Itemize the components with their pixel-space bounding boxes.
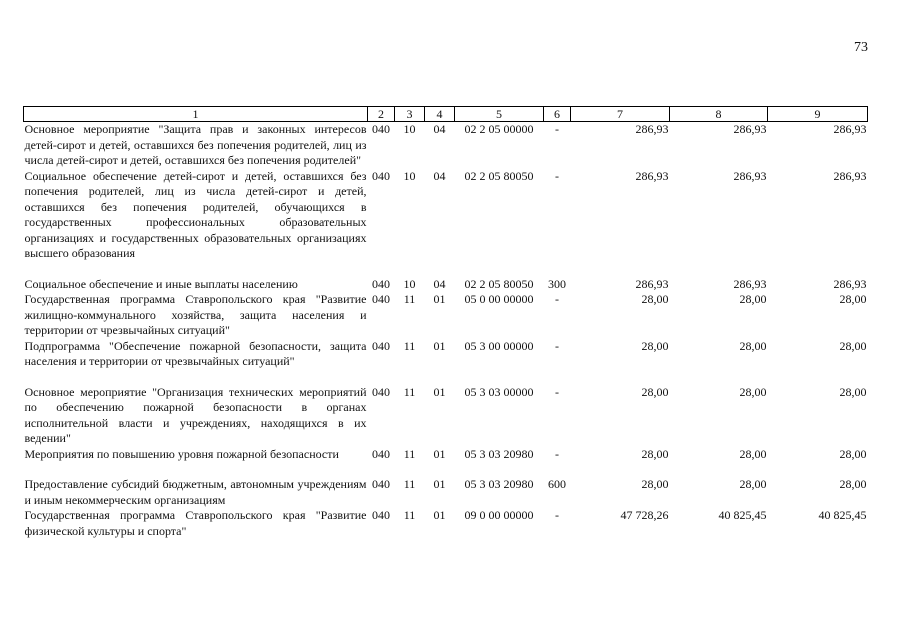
amount-col9: 286,93 (833, 122, 867, 136)
ved-code: 040 (372, 292, 390, 306)
amount-col9: 40 825,45 (818, 508, 867, 522)
amount-col8: 28,00 (739, 477, 767, 491)
row-name: Мероприятия по повышению уровня пожарной безопасности (24, 446, 339, 461)
row-name: Основное мероприятие "Организация технических мероприятий по обеспечению пожарной безопасности в органах исполнительной власти и учреждениях, находящихся в их ведении" (24, 384, 367, 445)
row-name: Социальное обеспечение и иные выплаты населению (24, 276, 298, 291)
table-row (24, 477, 868, 508)
column-header: 9 (768, 107, 868, 122)
section-code: 11 (403, 446, 416, 461)
amount-col8: 286,93 (733, 168, 767, 183)
amount-col9: 28,00 (839, 477, 867, 491)
row-name: Предоставление субсидий бюджетным, автономным учреждениям и иным некоммерческим организациям (24, 477, 367, 507)
target-code: 02 2 05 80050 (464, 168, 534, 183)
expense-type-code: - (555, 338, 559, 353)
page-number: 73 (854, 40, 868, 55)
amount-col8: 28,00 (739, 292, 767, 306)
ved-code: 040 (372, 122, 390, 136)
amount-col7: 47 728,26 (620, 508, 669, 522)
subsection-code: 01 (433, 338, 446, 353)
expense-type-code: - (555, 508, 559, 522)
section-code: 11 (403, 508, 416, 522)
subsection-code: 04 (433, 276, 446, 291)
column-header: 3 (395, 107, 425, 122)
table-row (24, 508, 868, 539)
amount-col9: 28,00 (839, 446, 867, 461)
subsection-code: 04 (433, 168, 446, 183)
section-code: 10 (403, 276, 416, 291)
section-code: 11 (403, 338, 416, 353)
ved-code: 040 (372, 477, 390, 491)
row-name: Основное мероприятие "Защита прав и законных интересов детей-сирот и детей, оставшихся без попечения родителей, лиц из числа детей-сирот и детей, оставшихся без попечения родителей" (24, 122, 367, 167)
expense-type-code: 300 (548, 276, 566, 291)
row-name: Государственная программа Ставропольского края "Развитие физической культуры и спорта" (24, 508, 367, 538)
section-code: 10 (403, 122, 416, 136)
ved-code: 040 (372, 508, 390, 522)
expense-type-code: 600 (548, 477, 566, 491)
amount-col7: 286,93 (635, 168, 669, 183)
section-code: 11 (403, 384, 416, 399)
table-row (24, 447, 868, 478)
row-name: Государственная программа Ставропольского края "Развитие жилищно-коммунального хозяйства, защита населения и территории от чрезвычайных ситуаций" (24, 292, 367, 337)
amount-col8: 28,00 (739, 446, 767, 461)
amount-col9: 28,00 (839, 384, 867, 399)
expense-type-code: - (555, 122, 559, 136)
target-code: 02 2 05 00000 (464, 122, 534, 136)
section-code: 11 (403, 292, 416, 306)
subsection-code: 01 (433, 477, 446, 491)
section-code: 11 (403, 477, 416, 491)
expense-type-code: - (555, 384, 559, 399)
subsection-code: 01 (433, 508, 446, 522)
column-header: 4 (425, 107, 455, 122)
target-code: 05 3 00 00000 (464, 338, 534, 353)
amount-col8: 28,00 (739, 384, 767, 399)
amount-col9: 28,00 (839, 338, 867, 353)
column-header: 2 (368, 107, 395, 122)
column-header: 5 (455, 107, 544, 122)
column-header: 1 (24, 107, 368, 122)
column-header: 8 (670, 107, 768, 122)
target-code: 02 2 05 80050 (464, 276, 534, 291)
target-code: 05 0 00 00000 (464, 292, 534, 306)
amount-col8: 286,93 (733, 122, 767, 136)
table-row (24, 169, 868, 277)
table-row (24, 292, 868, 339)
table-row (24, 385, 868, 447)
amount-col7: 286,93 (635, 276, 669, 291)
amount-col9: 28,00 (839, 292, 867, 306)
subsection-code: 01 (433, 384, 446, 399)
target-code: 05 3 03 20980 (464, 446, 534, 461)
amount-col7: 28,00 (641, 292, 669, 306)
section-code: 10 (403, 168, 416, 183)
ved-code: 040 (372, 276, 390, 291)
subsection-code: 01 (433, 446, 446, 461)
target-code: 05 3 03 20980 (464, 477, 534, 491)
amount-col7: 28,00 (641, 384, 669, 399)
amount-col8: 40 825,45 (718, 508, 767, 522)
amount-col8: 28,00 (739, 338, 767, 353)
table-row (24, 277, 868, 293)
expense-type-code: - (555, 292, 559, 306)
amount-col8: 286,93 (733, 276, 767, 291)
column-header: 7 (571, 107, 670, 122)
amount-col7: 28,00 (641, 338, 669, 353)
subsection-code: 04 (433, 122, 446, 136)
amount-col9: 286,93 (833, 168, 867, 183)
expense-type-code: - (555, 446, 559, 461)
budget-table (23, 106, 868, 539)
column-header: 6 (544, 107, 571, 122)
table-row (24, 339, 868, 385)
amount-col7: 286,93 (635, 122, 669, 136)
ved-code: 040 (372, 446, 390, 461)
table-row (24, 122, 868, 169)
ved-code: 040 (372, 384, 390, 399)
ved-code: 040 (372, 338, 390, 353)
target-code: 09 0 00 00000 (464, 508, 534, 522)
table-header-row (24, 107, 868, 122)
amount-col7: 28,00 (641, 446, 669, 461)
row-name: Подпрограмма "Обеспечение пожарной безопасности, защита населения и территории от чрезвычайных ситуаций" (24, 338, 367, 368)
row-name: Социальное обеспечение детей-сирот и детей, оставшихся без попечения родителей, лиц из числа детей-сирот и детей, оставшихся без попечения родителей, обучающихся в государственных профессиональных образовательных организациях и государственных образовательных организациях высшего образования (24, 168, 367, 260)
subsection-code: 01 (433, 292, 446, 306)
amount-col7: 28,00 (641, 477, 669, 491)
ved-code: 040 (372, 168, 390, 183)
expense-type-code: - (555, 168, 559, 183)
target-code: 05 3 03 00000 (464, 384, 534, 399)
amount-col9: 286,93 (833, 276, 867, 291)
